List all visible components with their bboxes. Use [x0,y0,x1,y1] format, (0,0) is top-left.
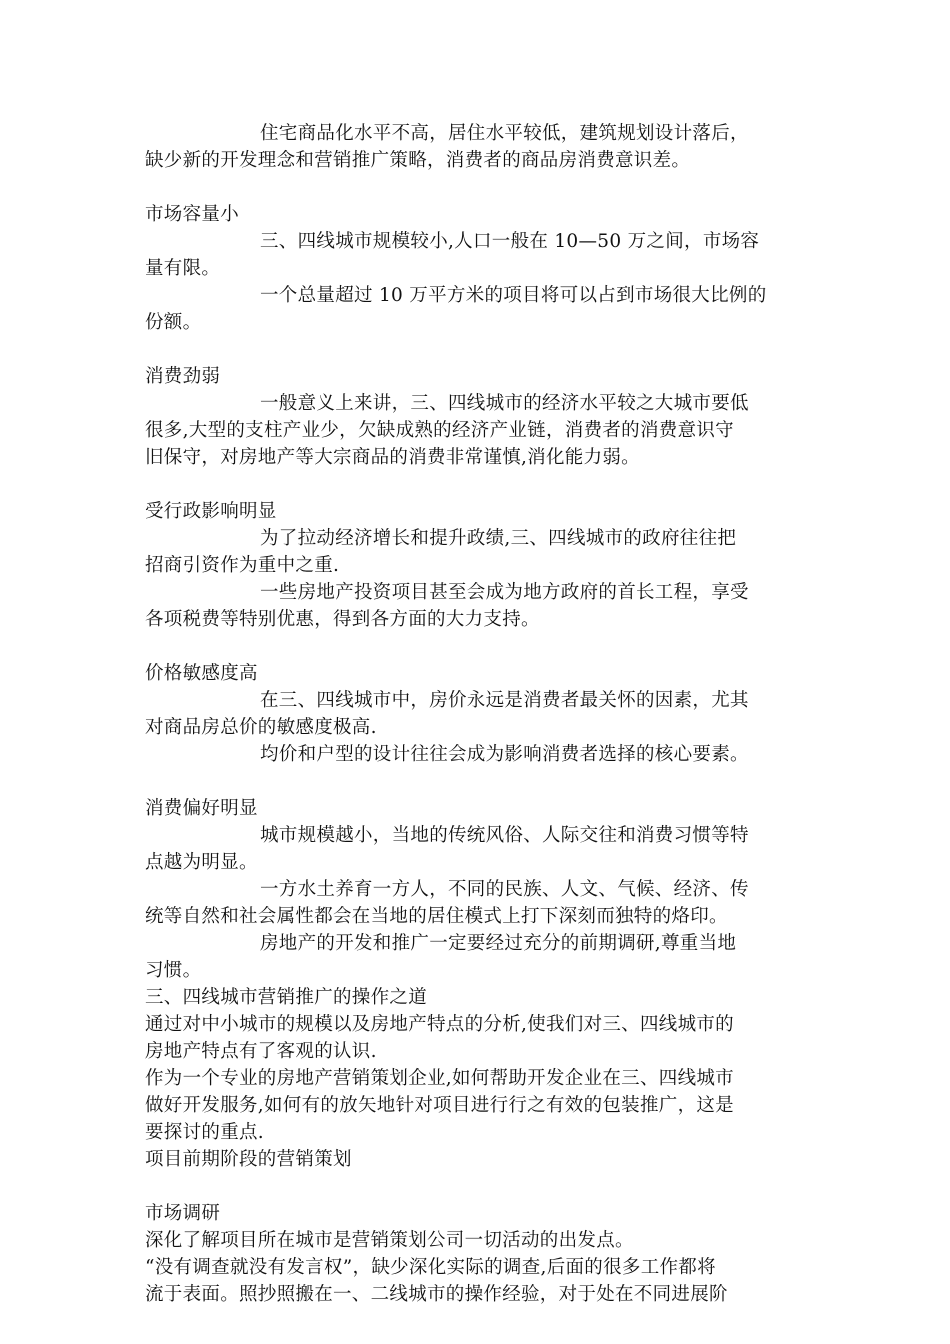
text-line: 一般意义上来讲，三、四线城市的经济水平较之大城市要低 [260,393,749,414]
section-heading: 价格敏感度高 [145,663,258,684]
blank-line [145,1173,808,1200]
blank-line [145,768,808,795]
text-line: 一些房地产投资项目甚至会成为地方政府的首长工程，享受 [260,582,749,603]
text-line: 对商品房总价的敏感度极高. [145,717,377,738]
text-line: 份额。 [145,312,202,333]
section-heading: 三、四线城市营销推广的操作之道 [145,987,428,1008]
text-line: 习惯。 [145,960,202,981]
text-line: 房地产的开发和推广一定要经过充分的前期调研,尊重当地 [260,933,737,954]
document-body [145,120,808,1308]
blank-line [145,174,808,201]
text-line: 缺少新的开发理念和营销推广策略，消费者的商品房消费意识差。 [145,150,691,171]
text-line: “没有调查就没有发言权”，缺少深化实际的调查,后面的很多工作都将 [145,1257,716,1278]
text-line: 深化了解项目所在城市是营销策划公司一切活动的出发点。 [145,1230,634,1251]
text-line: 流于表面。照抄照搬在一、二线城市的操作经验，对于处在不同进展阶 [145,1284,728,1305]
text-line: 很多,大型的支柱产业少，欠缺成熟的经济产业链，消费者的消费意识守 [145,420,734,441]
blank-line [145,633,808,660]
text-line: 各项税费等特别优惠，得到各方面的大力支持。 [145,609,540,630]
text-line: 旧保守，对房地产等大宗商品的消费非常谨慎,消化能力弱。 [145,447,640,468]
text-line: 一方水土养育一方人，不同的民族、人文、气候、经济、传 [260,879,749,900]
text-line: 通过对中小城市的规模以及房地产特点的分析,使我们对三、四线城市的 [145,1014,734,1035]
text-line: 住宅商品化水平不高，居住水平较低，建筑规划设计落后， [260,123,749,144]
text-line: 一个总量超过 10 万平方米的项目将可以占到市场很大比例的 [260,285,767,306]
text-line: 作为一个专业的房地产营销策划企业,如何帮助开发企业在三、四线城市 [145,1068,734,1089]
section-heading: 市场调研 [145,1203,221,1224]
text-line: 城市规模越小，当地的传统风俗、人际交往和消费习惯等特 [260,825,749,846]
text-line: 统等自然和社会属性都会在当地的居住模式上打下深刻而独特的烙印。 [145,906,728,927]
blank-line [145,336,808,363]
text-line: 三、四线城市规模较小,人口一般在 10—50 万之间，市场容 [260,231,760,252]
text-line: 在三、四线城市中，房价永远是消费者最关怀的因素，尤其 [260,690,749,711]
text-line: 招商引资作为重中之重. [145,555,340,576]
text-line: 点越为明显。 [145,852,258,873]
text-line: 量有限。 [145,258,221,279]
blank-line [145,471,808,498]
text-line: 均价和户型的设计往往会成为影响消费者选择的核心要素。 [260,744,749,765]
section-heading: 市场容量小 [145,204,240,225]
section-heading: 消费偏好明显 [145,798,258,819]
text-line: 为了拉动经济增长和提升政绩,三、四线城市的政府往往把 [260,528,737,549]
section-heading: 消费劲弱 [145,366,221,387]
section-heading: 受行政影响明显 [145,501,277,522]
text-line: 房地产特点有了客观的认识. [145,1041,377,1062]
text-line: 要探讨的重点. [145,1122,264,1143]
section-heading: 项目前期阶段的营销策划 [145,1149,352,1170]
text-line: 做好开发服务,如何有的放矢地针对项目进行行之有效的包装推广，这是 [145,1095,734,1116]
